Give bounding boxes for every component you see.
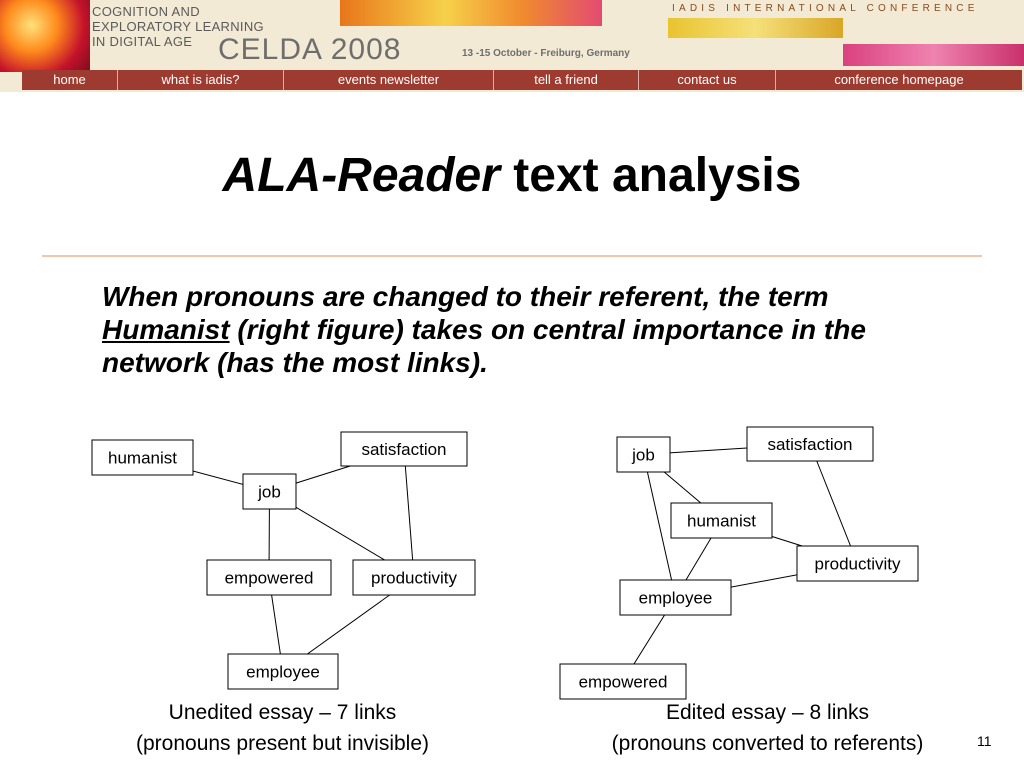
- node-label: job: [258, 482, 281, 502]
- network-node: [620, 580, 731, 615]
- slide-title-rest: text analysis: [513, 149, 802, 202]
- caption-line: Edited essay – 8 links: [665, 701, 870, 724]
- network-node: [560, 664, 686, 699]
- celda-wordmark: CELDA 2008: [218, 33, 402, 66]
- caption-unedited: [95, 697, 470, 759]
- network-node: [207, 560, 331, 595]
- nav-conference-homepage[interactable]: conference homepage: [775, 70, 1022, 90]
- node-label: satisfaction: [361, 440, 447, 459]
- network-node: [747, 427, 873, 461]
- caption-line: (pronouns converted to referents): [611, 732, 924, 755]
- nav-events-newsletter[interactable]: events newsletter: [283, 70, 493, 90]
- nav-tell-a-friend[interactable]: tell a friend: [493, 70, 638, 90]
- caption-line: (pronouns present but invisible): [136, 732, 429, 755]
- conference-name-line: IN DIGITAL AGE: [92, 34, 193, 49]
- caption-edited: [570, 697, 965, 759]
- network-node: [353, 560, 475, 595]
- node-label: empowered: [224, 568, 314, 588]
- iadis-label: IADIS INTERNATIONAL CONFERENCE: [672, 3, 979, 14]
- nav-contact-us[interactable]: contact us: [638, 70, 775, 90]
- conference-dates: 13 -15 October - Freiburg, Germany: [462, 48, 630, 59]
- node-label: empowered: [578, 672, 668, 692]
- para-text: (right figure) takes on central importance in the network (has the most links).: [102, 314, 866, 378]
- para-text: When pronouns are changed to their referent, the term: [102, 281, 829, 312]
- network-node: [341, 432, 467, 466]
- network-node: [617, 437, 670, 472]
- network-node: [797, 546, 918, 581]
- nav-home[interactable]: home: [53, 72, 86, 87]
- network-node: [671, 503, 772, 538]
- nav-what-is-iadis[interactable]: what is iadis?: [117, 70, 283, 90]
- node-label: employee: [246, 662, 320, 682]
- network-edited: [560, 427, 918, 699]
- node-label: humanist: [108, 448, 177, 468]
- node-label: humanist: [687, 511, 756, 531]
- slide-title-italic: ALA-Reader: [222, 149, 500, 202]
- conference-name-line: EXPLORATORY LEARNING: [92, 19, 264, 34]
- node-label: employee: [638, 588, 713, 608]
- node-label: productivity: [814, 554, 901, 574]
- para-underlined-term: Humanist: [102, 314, 230, 345]
- network-edge: [404, 449, 414, 578]
- node-label: job: [632, 445, 655, 465]
- network-node: [228, 654, 338, 689]
- network-unedited: [92, 432, 475, 689]
- conference-name-line: COGNITION AND: [92, 4, 200, 19]
- network-node: [243, 474, 296, 509]
- page-number: 11: [977, 733, 992, 749]
- network-node: [92, 440, 193, 475]
- node-label: productivity: [371, 568, 457, 588]
- node-label: satisfaction: [767, 435, 853, 454]
- caption-line: Unedited essay – 7 links: [168, 701, 397, 724]
